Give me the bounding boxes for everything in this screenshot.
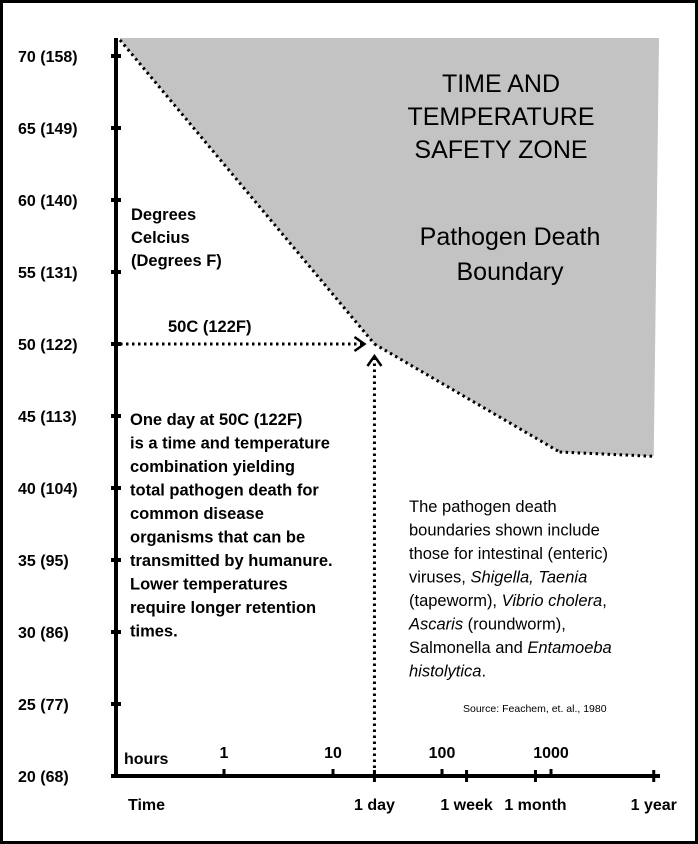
pathogen-note-segment: boundaries shown include (409, 521, 600, 540)
pathogen-note-segment: The pathogen death (409, 498, 557, 516)
pathogen-note-segment: Vibrio cholera (501, 592, 603, 610)
y-tick-label: 40 (104) (18, 481, 78, 498)
pathogen-note-segment: . (481, 662, 487, 681)
y-tick-label: 50 (122) (18, 337, 78, 354)
zone-subtitle-line: Boundary (456, 258, 564, 286)
x-time-label: 1 day (353, 797, 395, 814)
pathogen-note-segment: Salmonella and (409, 639, 528, 657)
note-line: times. (130, 622, 178, 641)
y-tick-label: 65 (149) (18, 121, 78, 138)
y-tick-label: 55 (131) (18, 265, 78, 282)
x-tick-label: 10 (324, 745, 342, 762)
pathogen-note-line (408, 616, 566, 634)
pathogen-note-line (409, 569, 587, 587)
pathogen-note-segment: Ascaris (409, 615, 464, 634)
x-tick-label: 1000 (533, 745, 569, 762)
x-axis-title: Time (128, 797, 166, 814)
x-time-label: 1 month (504, 797, 567, 814)
note-line: total pathogen death for (130, 481, 319, 500)
source-note: Source: Feachem, et. al., 1980 (463, 703, 607, 715)
pathogen-note-segment: those for intestinal (enteric) (409, 545, 609, 563)
pathogen-note-segment: , (602, 592, 607, 610)
x-time-label: 1 week (440, 797, 493, 814)
pathogen-note-segment: (roundworm), (463, 615, 566, 634)
pathogen-note-segment: Entamoeba (527, 639, 612, 657)
note-line: is a time and temperature (130, 434, 330, 453)
pathogen-note-line (409, 663, 486, 681)
y-tick-label: 70 (158) (18, 49, 78, 66)
pathogen-note-segment: histolytica (409, 662, 482, 681)
note-line: require longer retention (130, 599, 317, 617)
axis-note-line: Celcius (131, 229, 190, 247)
y-tick-label: 25 (77) (18, 697, 69, 714)
axis-note-line: (Degrees F) (131, 252, 222, 270)
pathogen-note-segment: Shigella, Taenia (470, 568, 588, 587)
reference-label: 50C (122F) (168, 318, 252, 336)
note-line: One day at 50C (122F) (130, 411, 303, 429)
zone-title-line: SAFETY ZONE (414, 136, 588, 164)
zone-title-line: TIME AND (441, 70, 561, 98)
x-tick-label: 100 (428, 745, 456, 762)
x-time-label: 1 year (630, 797, 677, 814)
y-tick-label: 20 (68) (18, 769, 69, 786)
y-tick-label: 60 (140) (18, 193, 78, 210)
y-tick-label: 45 (113) (18, 409, 77, 426)
pathogen-note-segment: viruses, (409, 568, 471, 587)
zone-subtitle-line: Pathogen Death (419, 223, 601, 251)
x-tick-label: 1 (219, 745, 229, 762)
pathogen-note-line (409, 592, 607, 610)
y-tick-label: 35 (95) (18, 553, 69, 570)
note-line: transmitted by humanure. (130, 552, 333, 570)
pathogen-note-line (409, 522, 600, 540)
pathogen-note-line (409, 639, 612, 657)
note-line: combination yielding (130, 458, 296, 476)
zone-title-line: TEMPERATURE (407, 103, 595, 131)
pathogen-note-segment: (tapeworm), (409, 592, 502, 610)
note-line: common disease (130, 505, 264, 523)
x-unit-label: hours (124, 751, 169, 768)
pathogen-note-line (409, 545, 608, 563)
note-line: Lower temperatures (130, 575, 288, 594)
axis-note-line: Degrees (131, 206, 197, 224)
y-tick-label: 30 (86) (18, 625, 69, 642)
note-line: organisms that can be (130, 528, 306, 547)
pathogen-note-line (409, 498, 557, 516)
